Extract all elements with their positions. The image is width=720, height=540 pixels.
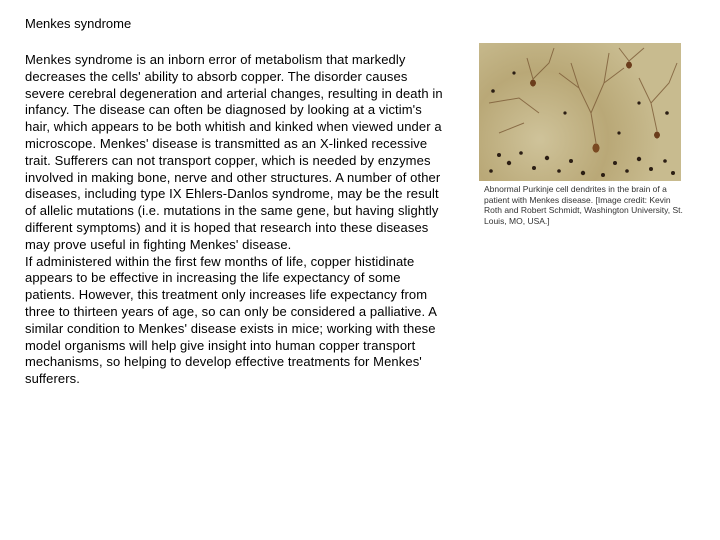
paragraph: Menkes syndrome is an inborn error of metabolism that markedly decreases the cells' ability to absorb copper. The disorder causes severe cerebral degeneration and arterial changes, resulting in death in infancy. The disease can often be diagnosed by looking at a victim's hair, which appears to be both whitish and kinked when viewed under a microscope. Menkes' disease is transmitted as an X-linked recessive trait. Sufferers can not transport copper, which is needed by enzymes involved in making bone, nerve and other structures. A number of other diseases, including type IX Ehlers-Danlos syndrome, may be the result of allelic mutations (i.e. mutations in the same gene, but having slightly different symptoms) and it is hoped that research into these diseases may prove useful in fighting Menkes' disease.	[25, 52, 443, 252]
micrograph-image	[479, 43, 681, 181]
article-body	[25, 52, 445, 388]
figure-caption: Abnormal Purkinje cell dendrites in the brain of a patient with Menkes disease. [Image credit: Kevin Roth and Robert Schmidt, Washington University, St. Louis, MO, USA.]	[484, 184, 683, 226]
paragraph: If administered within the first few months of life, copper histidinate appears to be effective in increasing the life expectancy of some patients. However, this treatment only increases life expectancy from three to thirteen years of age, so can only be considered a palliative. A similar condition to Menkes' disease exists in mice; working with these model organisms will help give insight into human copper transport mechanisms, so helping to develop effective treatments for Menkes' sufferers.	[25, 253, 437, 387]
purkinje-cell-illustration	[479, 43, 681, 181]
page-title: Menkes syndrome	[25, 16, 132, 31]
